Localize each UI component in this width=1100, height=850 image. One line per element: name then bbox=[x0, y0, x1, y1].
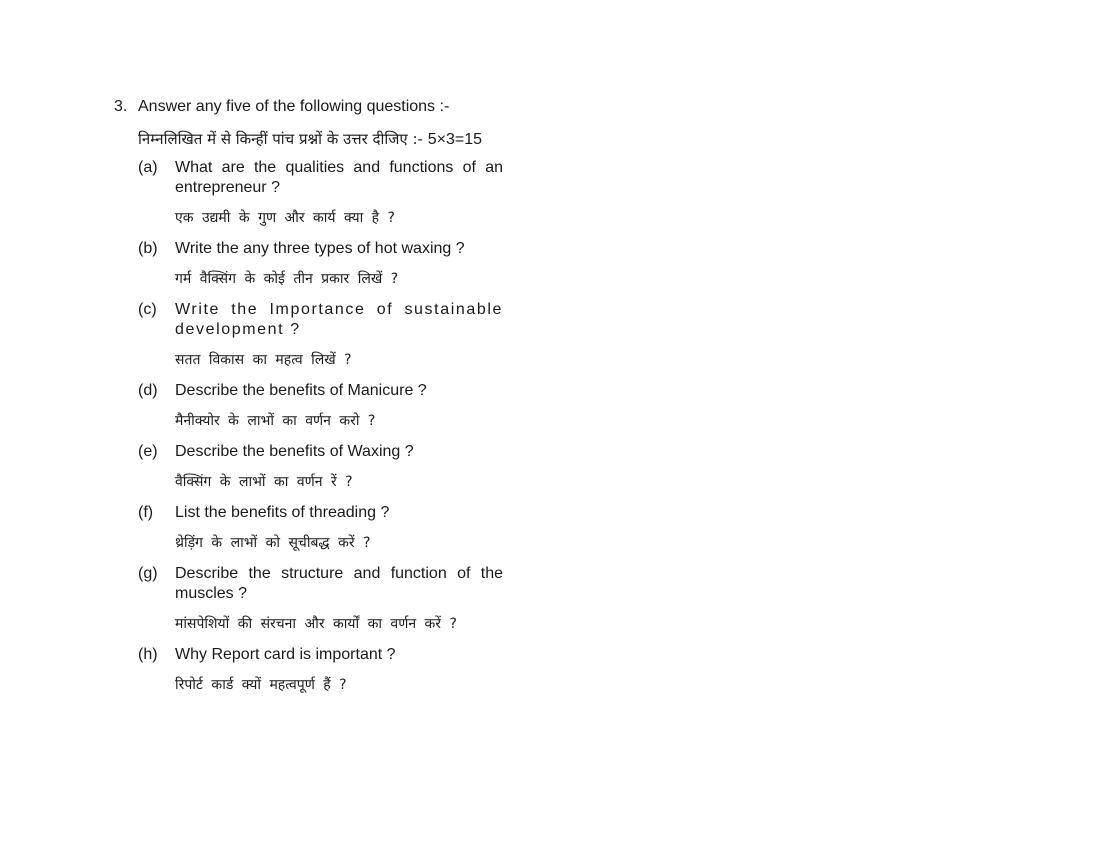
sub-question-label: (h) bbox=[138, 646, 158, 663]
marks-allotment: 5×3=15 bbox=[427, 131, 482, 148]
sub-question-text-hindi: सतत विकास का महत्व लिखें ? bbox=[175, 352, 352, 368]
sub-question-label: (d) bbox=[138, 382, 158, 399]
sub-question-label: (a) bbox=[138, 159, 158, 176]
sub-question-g bbox=[138, 564, 503, 634]
sub-question-label: (b) bbox=[138, 240, 158, 257]
sub-question-text-english: Why Report card is important ? bbox=[175, 646, 396, 663]
sub-question-text-english: Write the any three types of hot waxing ? bbox=[175, 240, 465, 257]
sub-question-a bbox=[138, 158, 503, 228]
sub-question-text-english: Describe the structure and function of the muscles ? bbox=[175, 565, 503, 602]
sub-question-list bbox=[138, 158, 503, 706]
sub-question-label: (e) bbox=[138, 443, 158, 460]
sub-question-text-hindi: थ्रेड़िंग के लाभों को सूचीबद्ध करें ? bbox=[175, 535, 371, 551]
question-heading bbox=[114, 97, 449, 117]
sub-question-h bbox=[138, 645, 503, 695]
sub-question-text-hindi: वैक्सिंग के लाभों का वर्णन रें ? bbox=[175, 474, 353, 490]
sub-question-label: (f) bbox=[138, 504, 154, 521]
sub-question-text-english: List the benefits of threading ? bbox=[175, 504, 390, 521]
sub-question-text-english: What are the qualities and functions of an entrepreneur ? bbox=[175, 159, 503, 196]
question-title: Answer any five of the following questions :- bbox=[138, 98, 450, 115]
question-number: 3. bbox=[114, 98, 128, 115]
sub-question-text-english: Describe the benefits of Manicure ? bbox=[175, 382, 427, 399]
sub-question-label: (c) bbox=[138, 301, 157, 318]
sub-question-e bbox=[138, 442, 503, 492]
sub-question-text-hindi: मांसपेशियों की संरचना और कार्यों का वर्णन करें ? bbox=[175, 616, 457, 632]
question-title-hindi: निम्नलिखित में से किन्हीं पांच प्रश्नों के उत्तर दीजिए :- bbox=[138, 130, 423, 148]
sub-question-b bbox=[138, 239, 503, 289]
sub-question-text-english: Describe the benefits of Waxing ? bbox=[175, 443, 414, 460]
sub-question-f bbox=[138, 503, 503, 553]
sub-question-d bbox=[138, 381, 503, 431]
sub-question-text-hindi: एक उद्यमी के गुण और कार्य क्या है ? bbox=[175, 210, 395, 226]
sub-question-c bbox=[138, 300, 503, 370]
question-heading-hindi bbox=[138, 129, 482, 150]
sub-question-text-hindi: रिपोर्ट कार्ड क्यों महत्वपूर्ण हैं ? bbox=[175, 677, 347, 693]
sub-question-text-hindi: मैनीक्योर के लाभों का वर्णन करो ? bbox=[175, 413, 376, 429]
sub-question-text-english: Write the Importance of sustainable development ? bbox=[175, 301, 503, 338]
sub-question-label: (g) bbox=[138, 565, 158, 582]
sub-question-text-hindi: गर्म वैक्सिंग के कोई तीन प्रकार लिखें ? bbox=[175, 271, 399, 287]
